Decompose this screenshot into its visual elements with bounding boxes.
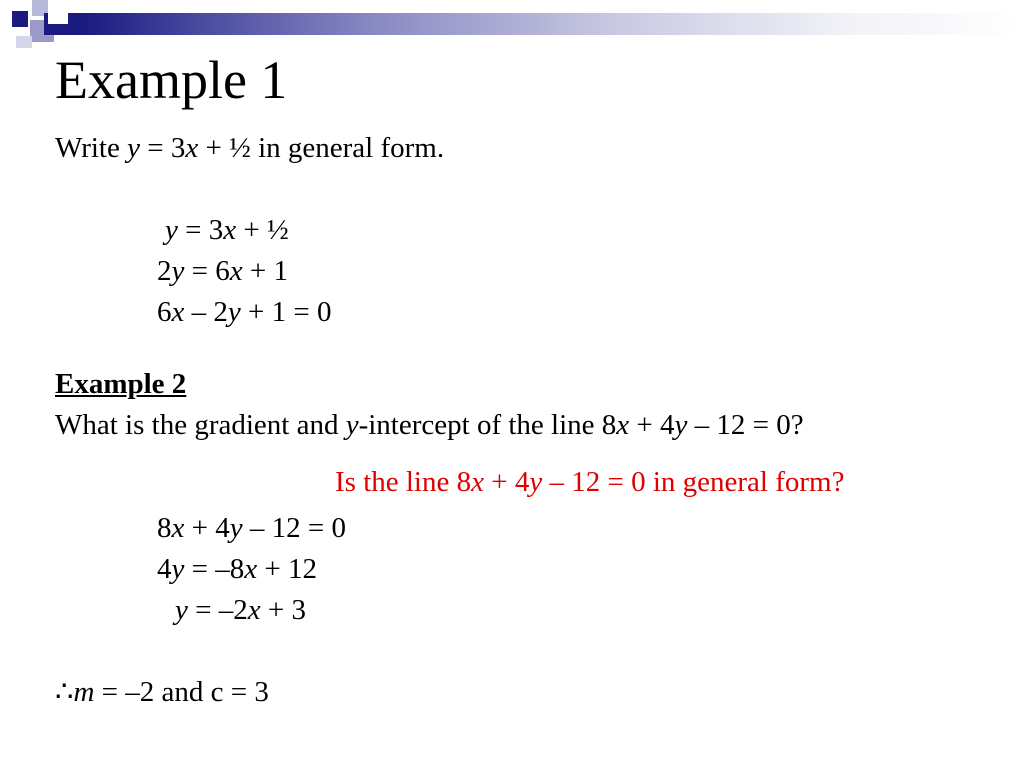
variable: y <box>171 255 185 287</box>
text: – 12 = 0? <box>687 409 804 441</box>
text: + 4 <box>483 466 530 498</box>
example1-step-2 <box>157 253 288 289</box>
example2-note <box>335 464 844 500</box>
text: + 4 <box>629 409 675 441</box>
variable: y <box>345 409 359 441</box>
text: = –2 <box>187 594 248 626</box>
text: + 3 <box>260 594 306 626</box>
text: 6 <box>157 296 172 328</box>
variable: y <box>529 466 543 498</box>
example2-conclusion <box>55 674 269 710</box>
text: = –8 <box>184 553 245 585</box>
text: = –2 and c = 3 <box>94 676 269 708</box>
header-square-dark <box>12 11 28 27</box>
example2-step-2 <box>157 551 317 587</box>
text: 8 <box>157 512 172 544</box>
variable: y <box>171 553 185 585</box>
text: + 12 <box>257 553 317 585</box>
variable: y <box>175 594 188 626</box>
variable: m <box>73 676 95 708</box>
variable: y <box>229 512 243 544</box>
example1-prompt <box>55 130 444 166</box>
text: = 6 <box>184 255 230 287</box>
variable: x <box>244 553 258 585</box>
variable: x <box>185 132 199 164</box>
example1-step-3 <box>157 294 331 330</box>
text: 4 <box>157 553 172 585</box>
text: = 3 <box>177 214 224 246</box>
example2-step-3 <box>175 592 306 628</box>
variable: x <box>171 296 185 328</box>
variable: x <box>616 409 630 441</box>
text: – 2 <box>184 296 228 328</box>
variable: y <box>674 409 688 441</box>
header-gradient-bar <box>44 13 1024 35</box>
variable: x <box>171 512 185 544</box>
variable: y <box>227 296 241 328</box>
variable: y <box>165 214 178 246</box>
variable: x <box>223 214 237 246</box>
variable: x <box>247 594 261 626</box>
text: – 12 = 0 <box>242 512 346 544</box>
slide-title: Example 1 <box>55 50 288 110</box>
variable: x <box>471 466 484 498</box>
therefore-symbol: ∴ <box>55 676 74 708</box>
text: + 1 = 0 <box>240 296 332 328</box>
example2-heading: Example 2 <box>55 368 187 400</box>
text: – 12 = 0 in general form? <box>542 466 845 498</box>
header-square-white <box>48 8 68 24</box>
example2-step-1 <box>157 510 346 546</box>
text: Write <box>55 132 128 164</box>
variable: x <box>229 255 243 287</box>
text: -intercept of the line 8 <box>358 409 617 441</box>
text: 2 <box>157 255 172 287</box>
example2-question <box>55 407 804 443</box>
text: = 3 <box>139 132 186 164</box>
example1-step-1 <box>165 212 289 248</box>
text: + ½ in general form. <box>198 132 445 164</box>
text: What is the gradient and <box>55 409 346 441</box>
text: Is the line 8 <box>335 466 472 498</box>
header-square-pale <box>16 36 32 48</box>
variable: y <box>127 132 140 164</box>
text: + 4 <box>184 512 230 544</box>
text: + 1 <box>242 255 288 287</box>
text: + ½ <box>236 214 289 246</box>
